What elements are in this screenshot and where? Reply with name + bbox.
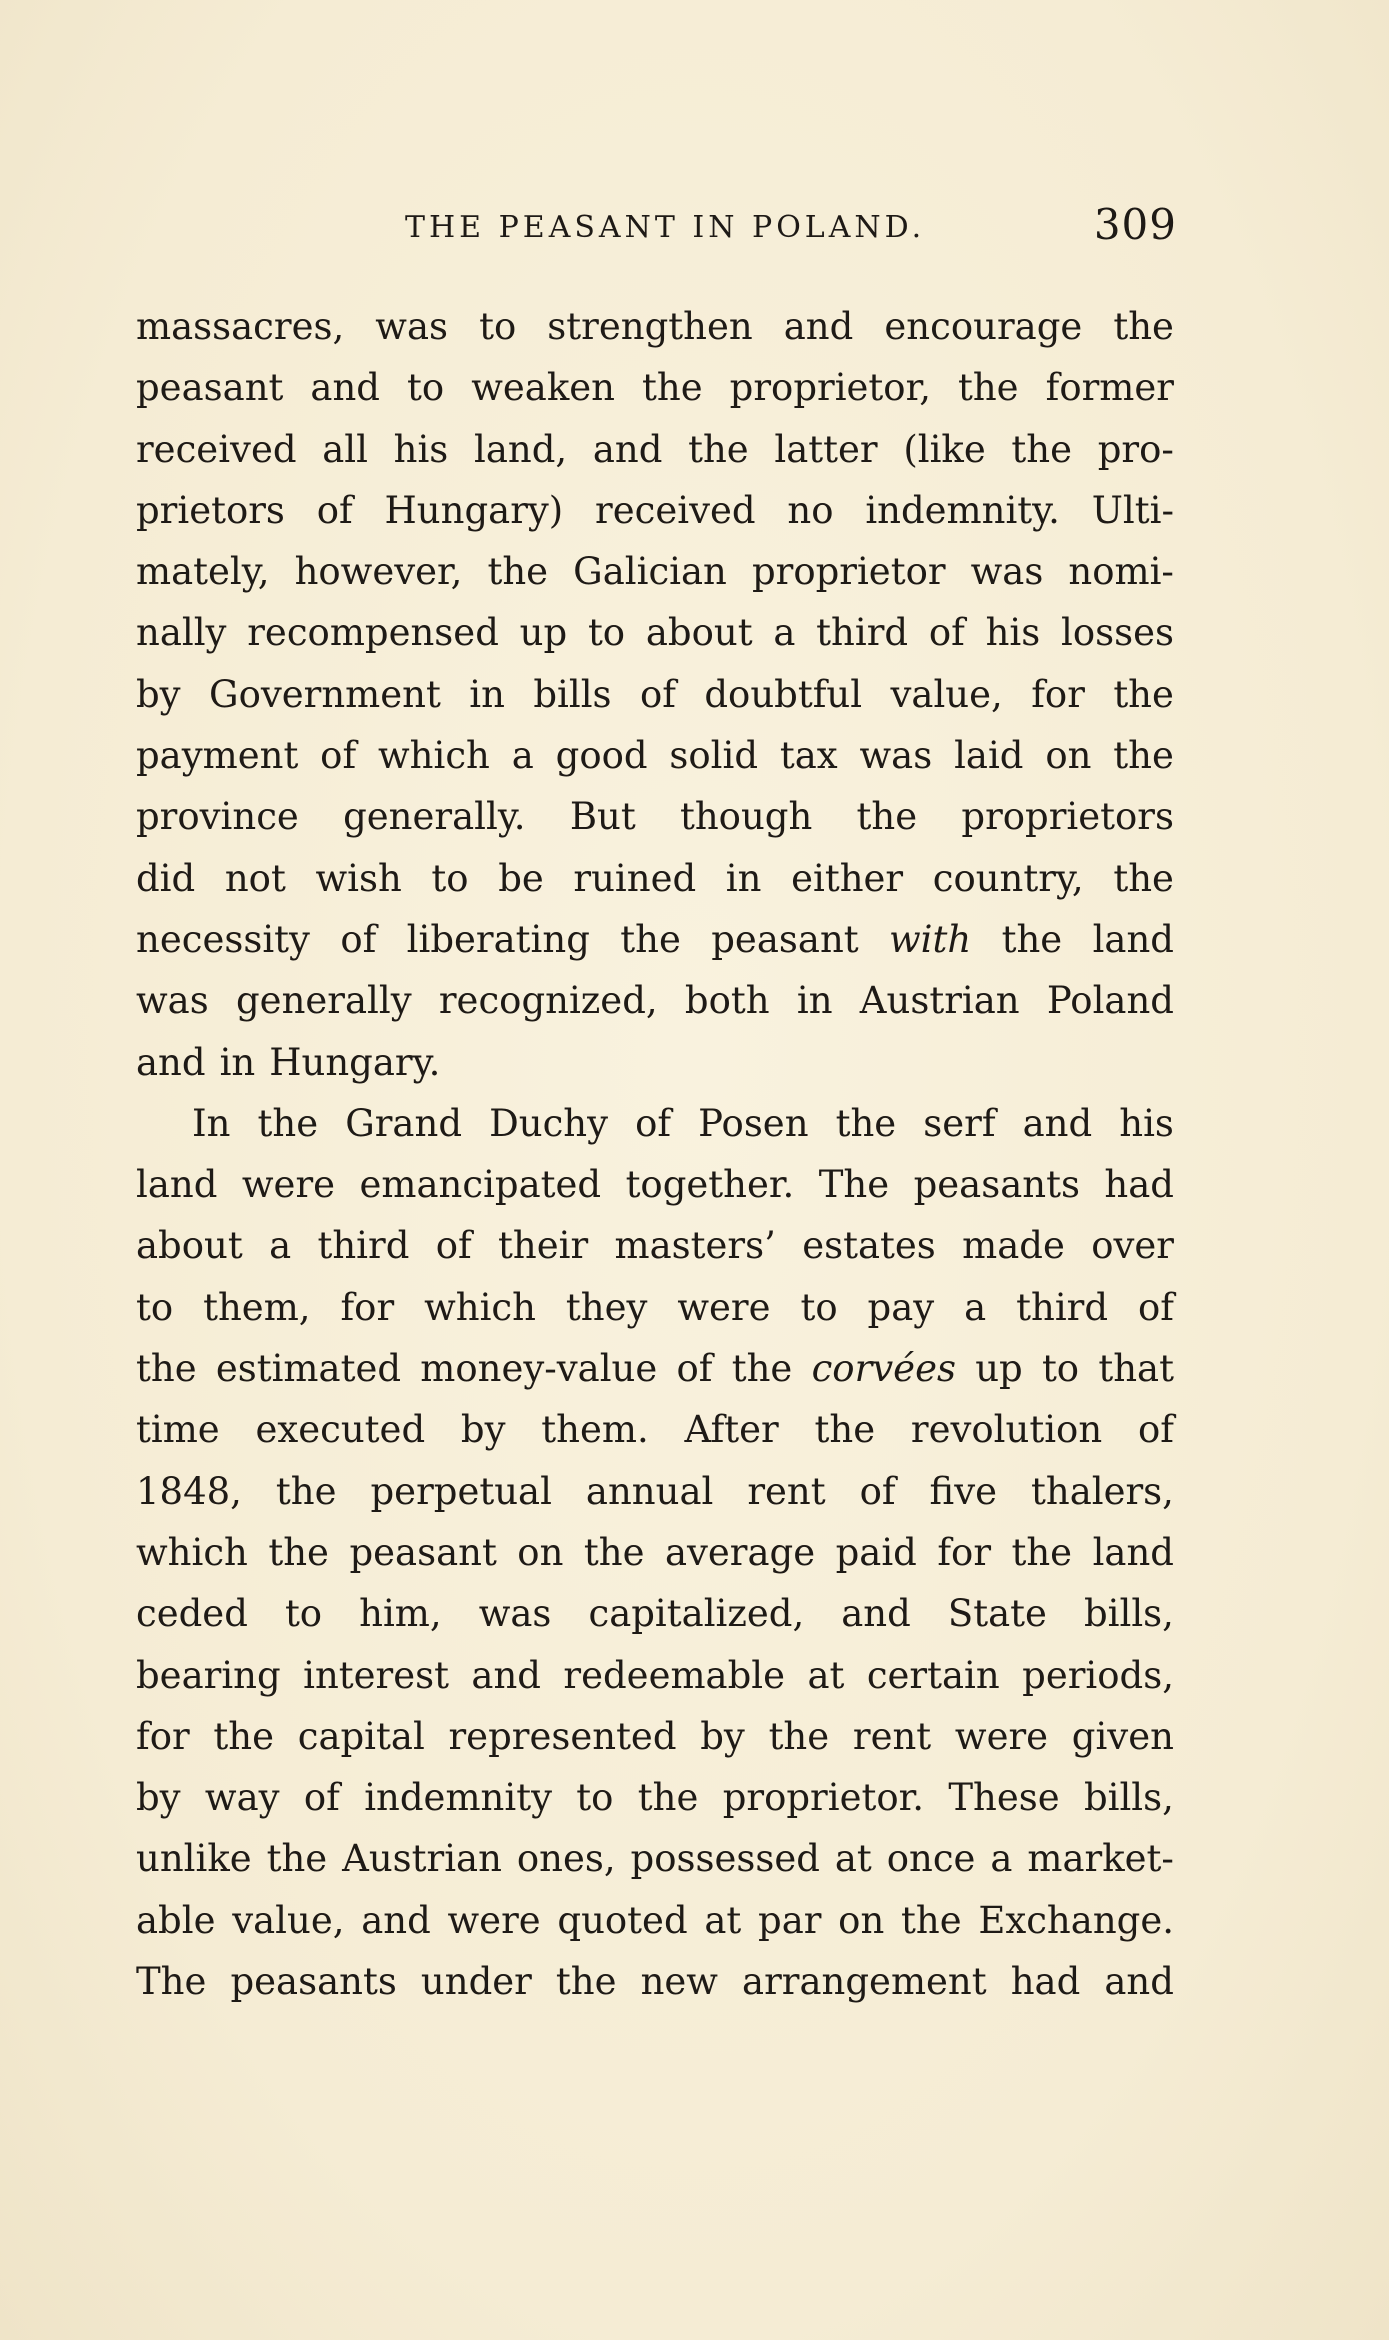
word: a [990,1837,1013,1881]
word: of [1137,1408,1174,1452]
word: was [970,550,1044,594]
word: were [447,1898,541,1942]
word: of [303,1776,340,1820]
word: bills, [1083,1776,1174,1820]
word: the [856,795,918,839]
word: peasant [711,917,859,961]
word: however, [294,550,463,594]
word: pro- [1097,427,1174,471]
word: the [835,1101,897,1145]
text-line [136,1277,1174,1338]
text-line [136,1338,1174,1399]
word: weaken [471,366,615,410]
word: ruined [573,856,697,900]
word: was [136,979,209,1023]
word: represented [448,1714,677,1758]
word: of [859,1469,896,1513]
word: were [241,1163,336,1207]
word: a [511,734,534,778]
word: proprietors [961,795,1174,839]
word: the [1113,734,1174,778]
word: in [219,1040,256,1084]
text-line [136,848,1174,909]
word: strengthen [547,305,753,348]
word: had [1104,1163,1174,1207]
word: his [393,427,449,471]
word: of [320,734,357,778]
word: market- [1027,1837,1174,1881]
text-line [136,909,1174,970]
word: the [136,1347,197,1391]
text-line [136,602,1174,663]
text-line [136,541,1174,602]
word: good [555,734,648,778]
text-line [136,419,1174,480]
word: and [471,1653,541,1697]
word: was [375,305,449,348]
word: by [460,1408,506,1452]
word: ceded [136,1592,248,1636]
word: by [700,1714,745,1758]
word: capitalized, [588,1592,805,1636]
word: to [576,1776,614,1820]
word: Ulti- [1091,488,1174,532]
word: proprietor. [722,1776,924,1820]
text-line [136,357,1174,418]
word: were [954,1714,1049,1758]
word: land [136,1163,218,1207]
word: arrangement [742,1960,987,2004]
word: possessed [630,1837,820,1881]
word: third [317,1224,410,1268]
text-line [136,1093,1174,1154]
word: wish [315,856,402,900]
word: at [704,1898,742,1942]
word: the [583,1530,645,1574]
word: on [1045,734,1092,778]
word: massacres, [136,305,345,348]
word: recognized, [438,979,658,1023]
word: and [361,1898,431,1942]
word: the [901,1898,962,1942]
word: rent [852,1714,932,1758]
word: by [136,672,181,716]
word: of [639,672,676,716]
word: his [985,611,1041,655]
word: Posen [698,1101,809,1145]
text-line [136,480,1174,541]
word: on [838,1898,885,1942]
text-line [136,1461,1174,1522]
word: former [1045,366,1174,410]
word: unlike [136,1837,252,1881]
word: with [889,917,972,961]
word: they [565,1285,648,1329]
word: liberating [406,917,590,961]
text-line [136,1522,1174,1583]
word: generally. [343,795,526,839]
word: the [1011,1530,1073,1574]
word: the [555,1960,617,2004]
word: pay [867,1285,935,1329]
word: the [1011,427,1073,471]
word: peasants [913,1163,1080,1207]
word: These [948,1776,1060,1820]
word: to [284,1592,323,1636]
word: in [796,979,833,1023]
word: third [1016,1285,1109,1329]
word: Galician [573,550,727,594]
word: the [1113,672,1174,716]
word: the [957,366,1019,410]
word: a [773,611,796,655]
word: capital [297,1714,425,1758]
word: estates [802,1224,936,1268]
word: both [684,979,770,1023]
word: mately, [136,550,270,594]
word: Exchange. [978,1898,1174,1942]
word: paid [835,1530,917,1574]
word: peasant [349,1530,497,1574]
text-line [136,725,1174,786]
word: no [787,488,834,532]
word: The [136,1960,207,2004]
word: bills [533,672,612,716]
text-line [136,786,1174,847]
word: the [814,1408,876,1452]
word: to [1041,1347,1080,1391]
word: land, [473,427,568,471]
word: of [635,1101,672,1145]
word: the [637,1776,699,1820]
word: necessity [136,917,310,961]
word: But [569,795,636,839]
word: time [136,1408,220,1452]
word: at [807,1653,845,1697]
word: solid [669,734,759,778]
word: doubtful [704,672,863,716]
word: peasants [230,1960,397,2004]
word: once [886,1837,976,1881]
text-line [136,970,1174,1031]
word: did [136,856,196,900]
word: the [731,1347,793,1391]
text-line [136,1399,1174,1460]
text-line [136,1951,1174,2012]
text-line [136,1706,1174,1767]
word: Hungary. [269,1040,441,1084]
word: of [676,1347,713,1391]
word: his [1119,1101,1174,1145]
word: way [204,1776,280,1820]
word: which [378,734,490,778]
text-line [136,1645,1174,1706]
word: indemnity [364,1776,552,1820]
word: the [620,917,681,961]
word: quoted [557,1898,688,1942]
word: of [316,488,353,532]
word: laid [954,734,1024,778]
word: tax [779,734,838,778]
word: land [1092,917,1174,961]
word: average [664,1530,816,1574]
word: not [224,856,286,900]
word: given [1071,1714,1174,1758]
text-line [136,1032,1174,1093]
word: par [758,1898,822,1942]
word: third [816,611,909,655]
page-number: 309 [1093,200,1177,249]
body-text [136,296,1174,2012]
word: value, [890,672,1003,716]
word: to [407,366,445,410]
word: to [800,1285,838,1329]
word: on [517,1530,564,1574]
word: nomi- [1068,550,1174,594]
word: the [768,1714,830,1758]
word: executed [255,1408,426,1452]
word: estimated [215,1347,402,1391]
word: serf [923,1101,996,1145]
word: and [1104,1960,1174,2004]
word: masters’ [614,1224,776,1268]
word: thalers, [1031,1469,1174,1513]
word: be [498,856,544,900]
word: prietors [136,488,285,532]
word: to [587,611,626,655]
word: generally [235,979,412,1023]
text-line [136,1767,1174,1828]
word: value, [232,1898,345,1942]
word: of [435,1224,472,1268]
word: were [677,1285,771,1329]
word: together. [625,1163,795,1207]
word: that [1098,1347,1174,1391]
word: received [595,488,756,532]
word: and [592,427,663,471]
word: nally [136,611,227,655]
word: the [1113,305,1174,348]
word: over [1091,1224,1174,1268]
word: at [834,1837,872,1881]
word: redeemable [563,1653,786,1697]
word: the [642,366,703,410]
text-line [136,1215,1174,1276]
word: (like [903,427,986,471]
text-line [136,1154,1174,1215]
word: and [136,1040,206,1084]
running-head [405,200,1177,260]
word: Government [209,672,441,716]
text-line [136,296,1174,357]
word: the [213,1714,274,1758]
word: them, [203,1285,311,1329]
word: able [136,1898,216,1942]
word: the [487,550,549,594]
word: Grand [345,1101,463,1145]
word: The [818,1163,890,1207]
text-line [136,664,1174,725]
word: to [431,856,469,900]
word: country, [932,856,1084,900]
word: indemnity. [865,488,1060,532]
word: money-value [420,1347,658,1391]
word: about [645,611,753,655]
word: revolution [910,1408,1103,1452]
word: up [519,611,568,655]
word: had [1010,1960,1081,2004]
word: proprietor, [729,366,931,410]
word: and [841,1592,911,1636]
word: him, [359,1592,442,1636]
word: periods, [1022,1653,1174,1697]
word: certain [866,1653,1000,1697]
word: the [268,1530,329,1574]
word: them. [541,1408,649,1452]
word: In [192,1101,231,1145]
word: and [310,366,380,410]
word: received [136,427,297,471]
word: in [469,672,505,716]
word: up [975,1347,1023,1391]
word: payment [136,734,299,778]
word: by [136,1776,181,1820]
word: to [136,1285,174,1329]
word: either [791,856,904,900]
word: the [257,1101,319,1145]
word: for [136,1714,190,1758]
word: peasant [136,366,284,410]
text-line [136,1583,1174,1644]
word: all [322,427,368,471]
word: was [859,734,933,778]
word: under [420,1960,532,2004]
text-line [136,1890,1174,1951]
word: the [688,427,749,471]
word: encourage [884,305,1083,348]
word: and [1022,1101,1093,1145]
word: to [479,305,517,348]
word: annual [585,1469,714,1513]
word: the [1001,917,1063,961]
word: perpetual [370,1469,552,1513]
word: losses [1061,611,1174,655]
word: State [947,1592,1047,1636]
word: of [340,917,377,961]
word: Austrian [859,979,1020,1023]
word: and [783,305,854,348]
word: their [498,1224,589,1268]
word: emancipated [359,1163,602,1207]
word: in [725,856,762,900]
word: Duchy [489,1101,609,1145]
word: for [340,1285,395,1329]
word: for [1031,672,1085,716]
word: Poland [1046,979,1174,1023]
word: was [478,1592,552,1636]
word: land [1092,1530,1174,1574]
word: five [929,1469,998,1513]
word: ones, [516,1837,616,1881]
word: which [424,1285,536,1329]
word: latter [774,427,878,471]
word: for [937,1530,992,1574]
word: about [136,1224,243,1268]
word: though [679,795,813,839]
word: made [962,1224,1065,1268]
word: of [928,611,965,655]
word: rent [747,1469,826,1513]
word: which [136,1530,248,1574]
word: Austrian [342,1837,502,1881]
word: the [266,1837,328,1881]
word: a [269,1224,292,1268]
word: province [136,795,299,839]
running-title: THE PEASANT IN POLAND. [405,210,926,245]
word: bearing [136,1653,281,1697]
word: 1848, [136,1469,242,1513]
word: of [1137,1285,1174,1329]
word: bills, [1083,1592,1174,1636]
word: interest [303,1653,449,1697]
word: proprietor [751,550,946,594]
word: After [684,1408,779,1452]
word: a [964,1285,987,1329]
word: Hungary) [384,488,564,532]
word: corvées [811,1347,956,1391]
word: the [1113,856,1174,900]
word: new [640,1960,718,2004]
word: recompensed [247,611,499,655]
text-line [136,1828,1174,1889]
word: the [275,1469,337,1513]
